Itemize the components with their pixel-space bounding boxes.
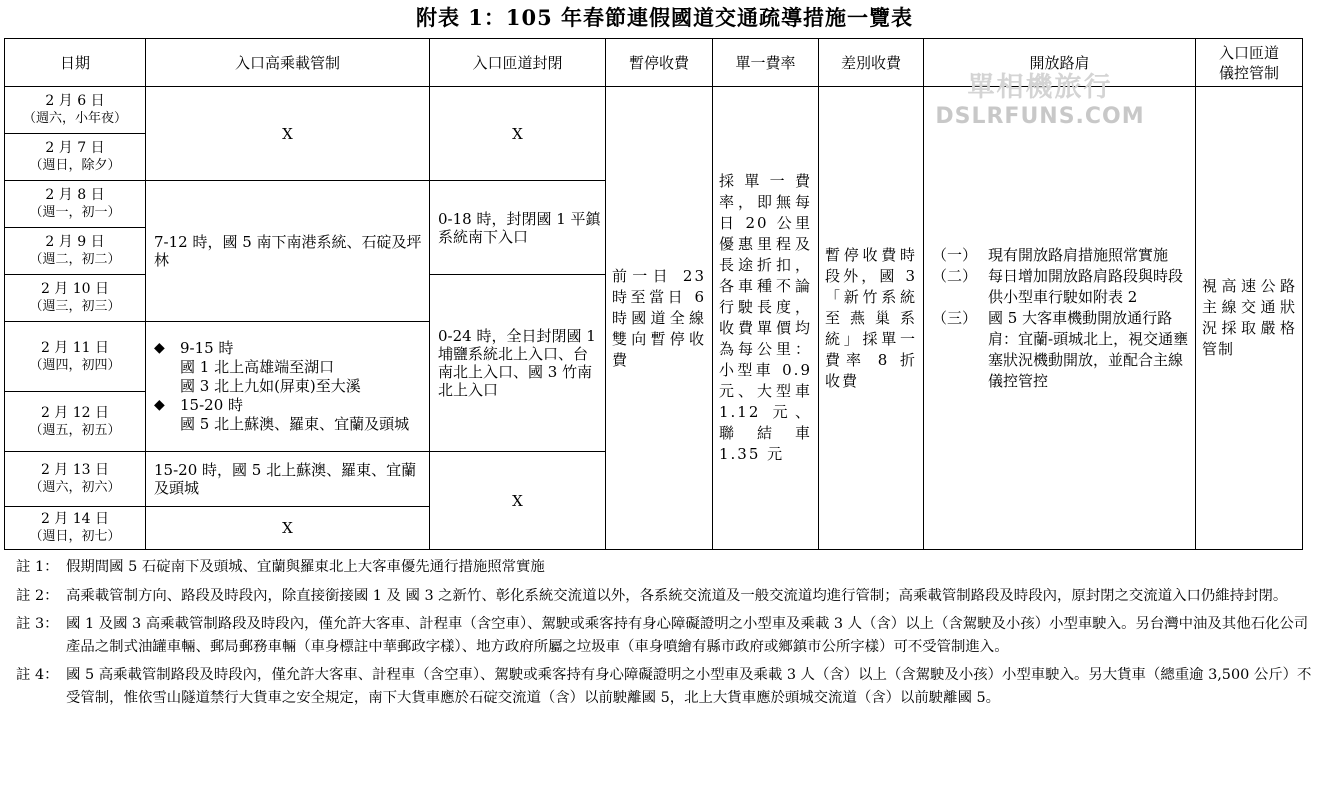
list-number: （二） bbox=[932, 266, 978, 285]
date-weekday: （週五，初五） bbox=[29, 422, 121, 438]
date-weekday: （週二，初二） bbox=[29, 252, 121, 267]
list-text: 每日增加開放路肩路段與時段供小型車行駛如附表 2 bbox=[988, 266, 1184, 306]
date-cell bbox=[5, 275, 146, 322]
header-hov: 入口高乘載管制 bbox=[146, 39, 430, 87]
header-ramp-closure: 入口匝道封閉 bbox=[430, 39, 606, 87]
date-cell bbox=[5, 228, 146, 275]
date-day: 2 月 10 日 bbox=[40, 281, 110, 297]
ramp-closure-cell: X bbox=[430, 452, 606, 550]
header-shoulder: 開放路肩 bbox=[924, 39, 1196, 87]
footnote bbox=[16, 556, 1316, 579]
date-weekday: （週四，初四） bbox=[29, 357, 121, 373]
date-day: 2 月 13 日 bbox=[40, 462, 110, 478]
footnote-text: 國 1 及國 3 高乘載管制路段及時段內，僅允許大客車、計程車（含空車）、駕駛或乘客持有身心障礙證明之小型車及乘載 3 人（含）以上（含駕駛及小孩）小型車駛入。另台灣中油及其他石化公司產品之制式油罐車輛、郵局郵務車輛（車身標註中華郵政字樣）、地方政府所屬之垃圾車（車身噴繪有縣市政府或鄉鎮市公所字樣）可不受管制進入。 bbox=[66, 616, 1309, 655]
date-cell bbox=[5, 87, 146, 134]
differential-cell: 暫停收費時段外，國 3「新竹系統至燕巢系統」採單一費率 8 折收費 bbox=[819, 87, 924, 550]
ramp-closure-cell: X bbox=[430, 87, 606, 181]
footnote bbox=[16, 664, 1316, 709]
date-day: 2 月 14 日 bbox=[40, 511, 110, 527]
date-weekday: （週六，小年夜） bbox=[22, 111, 127, 126]
ramp-metering-cell: 視高速公路主線交通狀況採取嚴格管制 bbox=[1196, 87, 1303, 550]
header-toll-suspension: 暫停收費 bbox=[606, 39, 713, 87]
date-day: 2 月 12 日 bbox=[40, 404, 110, 421]
list-text: 9-15 時 國 1 北上高雄端至湖口 國 3 北上九如(屏東)至大溪 bbox=[180, 339, 361, 395]
header-ramp-metering: 入口匝道 儀控管制 bbox=[1196, 39, 1303, 87]
date-day: 2 月 11 日 bbox=[40, 339, 110, 356]
page-title: 附表 1：105 年春節連假國道交通疏導措施一覽表 bbox=[415, 5, 914, 30]
footnote-text: 高乘載管制方向、路段及時段內，除直接銜接國 1 及 國 3 之新竹、彰化系統交流道以外，各系統交流道及一般交流道均進行管制；高乘載管制路段及時段內，原封閉之交流道入口仍維持封閉。 bbox=[66, 587, 1288, 604]
date-cell bbox=[5, 507, 146, 550]
watermark-logo-text: 單相機旅行 bbox=[967, 72, 1113, 103]
date-weekday: （週日，除夕） bbox=[29, 158, 121, 173]
footnote-label: 註 3： bbox=[16, 616, 59, 632]
ramp-closure-cell: 0-24 時，全日封閉國 1 埔鹽系統北上入口、台南北上入口、國 3 竹南北上入口 bbox=[430, 275, 606, 452]
list-text: 現有開放路肩措施照常實施 bbox=[988, 245, 1169, 264]
hov-cell: 7-12 時，國 5 南下南港系統、石碇及坪林 bbox=[146, 181, 430, 322]
diamond-icon: ◆ bbox=[154, 397, 165, 413]
ramp-closure-cell: 0-18 時，封閉國 1 平鎮系統南下入口 bbox=[430, 181, 606, 275]
footnote bbox=[16, 613, 1316, 658]
date-day: 2 月 7 日 bbox=[45, 140, 105, 156]
date-cell bbox=[5, 134, 146, 181]
date-day: 2 月 6 日 bbox=[45, 93, 105, 109]
footnote-text: 假期間國 5 石碇南下及頭城、宜蘭與羅東北上大客車優先通行措施照常實施 bbox=[66, 559, 545, 575]
single-rate-cell: 採單一費率，即無每日 20 公里優惠里程及長途折扣，各車種不論行駛長度，收費單價均為每公里：小型車 0.9 元、大型車 1.12 元、聯結車 1.35 元 bbox=[713, 87, 819, 550]
list-text: 15-20 時 國 5 北上蘇澳、羅東、宜蘭及頭城 bbox=[180, 396, 410, 433]
traffic-measures-table bbox=[4, 38, 1303, 550]
date-day: 2 月 8 日 bbox=[45, 187, 105, 203]
date-weekday: （週一，初一） bbox=[29, 205, 121, 220]
hov-cell: X bbox=[146, 507, 430, 550]
shoulder-cell bbox=[924, 87, 1196, 550]
list-item bbox=[932, 266, 1192, 308]
diamond-icon: ◆ bbox=[154, 340, 165, 356]
footnote-label: 註 2： bbox=[16, 587, 59, 604]
toll-suspension-cell: 前一日 23 時至當日 6 時國道全線雙向暫停收費 bbox=[606, 87, 713, 550]
date-cell bbox=[5, 322, 146, 392]
table-header-row bbox=[5, 39, 1303, 87]
date-day: 2 月 9 日 bbox=[45, 234, 105, 250]
list-number: （三） bbox=[932, 308, 978, 327]
date-cell bbox=[5, 392, 146, 452]
list-number: （一） bbox=[932, 245, 978, 264]
footnote-label: 註 1： bbox=[16, 559, 59, 575]
hov-cell: 15-20 時，國 5 北上蘇澳、羅東、宜蘭及頭城 bbox=[146, 452, 430, 507]
date-weekday: （週三，初三） bbox=[29, 299, 121, 314]
footnotes bbox=[16, 556, 1316, 715]
table-row bbox=[5, 87, 1303, 134]
footnote bbox=[16, 585, 1316, 608]
date-cell bbox=[5, 452, 146, 507]
list-item bbox=[932, 308, 1192, 392]
header-date: 日期 bbox=[5, 39, 146, 87]
list-text: 國 5 大客車機動開放通行路肩：宜蘭-頭城北上，視交通壅塞狀況機動開放，並配合主線儀控管控 bbox=[988, 308, 1189, 390]
list-item bbox=[154, 396, 426, 434]
date-cell bbox=[5, 181, 146, 228]
footnote-label: 註 4： bbox=[16, 667, 59, 683]
date-weekday: （週日，初七） bbox=[29, 529, 121, 544]
hov-cell: X bbox=[146, 87, 430, 181]
list-item bbox=[932, 245, 1192, 266]
header-differential: 差別收費 bbox=[819, 39, 924, 87]
watermark-domain: DSLRFUNS.COM bbox=[935, 104, 1145, 129]
header-single-rate: 單一費率 bbox=[713, 39, 819, 87]
footnote-text: 國 5 高乘載管制路段及時段內，僅允許大客車、計程車（含空車）、駕駛或乘客持有身心障礙證明之小型車及乘載 3 人（含）以上（含駕駛及小孩）小型車駛入。另大貨車（總重逾 3,500 公斤）不受管制，惟依雪山隧道禁行大貨車之安全規定，南下大貨車應於石碇交流道（含）以前駛離國 5，北上大貨車應於頭城交流道（含）以前駛離國 5。 bbox=[66, 667, 1312, 706]
hov-cell bbox=[146, 322, 430, 452]
date-weekday: （週六，初六） bbox=[29, 480, 121, 495]
list-item bbox=[154, 339, 426, 396]
